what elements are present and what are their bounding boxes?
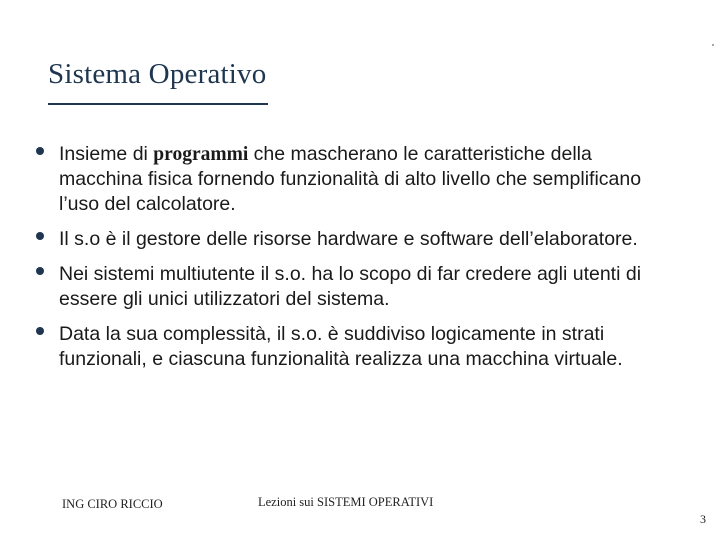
bullet-item (32, 262, 672, 312)
bullet-item (32, 227, 672, 252)
title-underline (48, 103, 268, 105)
footer-author: ING CIRO RICCIO (62, 497, 163, 511)
corner-mark (712, 44, 714, 46)
page-number: 3 (700, 512, 706, 526)
bullet-item (32, 142, 672, 217)
bullet-list (32, 142, 672, 382)
bullet-text-prefix: Insieme di (59, 143, 154, 165)
bullet-text: Il s.o è il gestore delle risorse hardware e software dell’elaboratore. (59, 228, 638, 250)
bullet-text: Nei sistemi multiutente il s.o. ha lo scopo di far credere agli utenti di essere gli unici utilizzatori del sistema. (59, 263, 642, 310)
bullet-icon (36, 327, 44, 335)
bullet-item (32, 322, 672, 372)
bullet-text-suffix: che mascherano le caratteristiche della macchina fisica fornendo funzionalità di alto livello che semplificano l’uso del calcolatore. (59, 143, 642, 215)
bullet-icon (36, 147, 44, 155)
slide-title: Sistema Operativo (48, 58, 267, 90)
bullet-text-emphasis: programmi (153, 144, 249, 165)
bullet-icon (36, 232, 44, 240)
footer-course: Lezioni sui SISTEMI OPERATIVI (258, 495, 434, 509)
bullet-text: Data la sua complessità, il s.o. è suddiviso logicamente in strati funzionali, e ciascuna funzionalità realizza una macchina virtuale. (59, 323, 623, 370)
bullet-icon (36, 267, 44, 275)
